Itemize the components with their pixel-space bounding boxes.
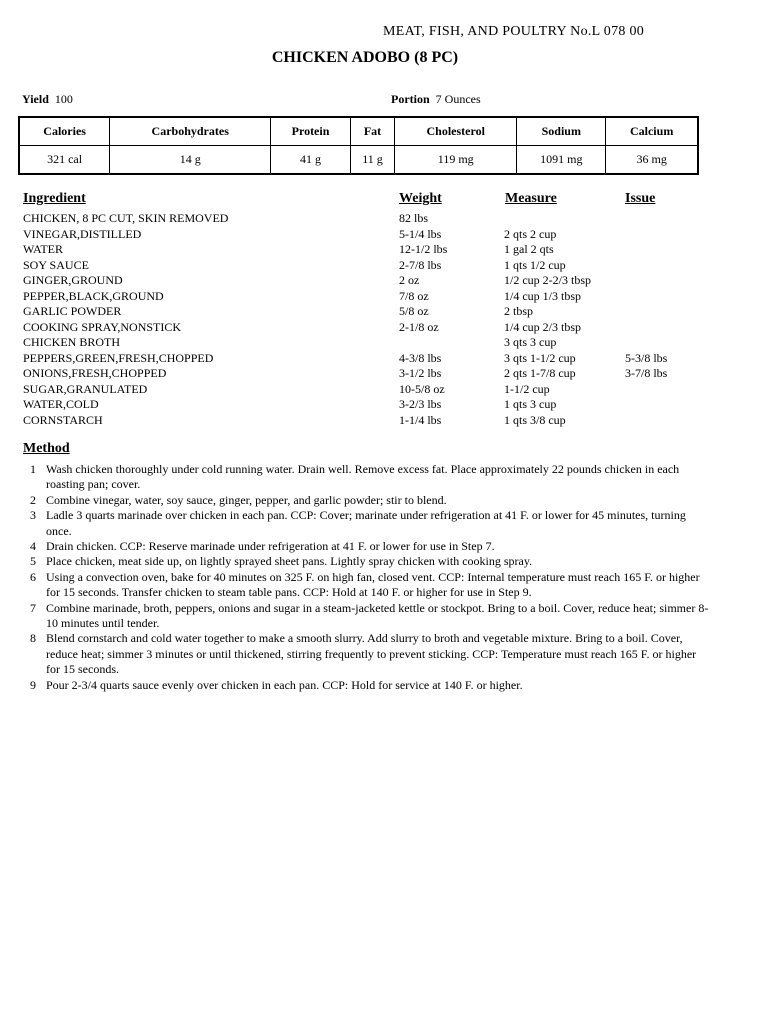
- ingredient-measure: 1/2 cup 2-2/3 tbsp: [504, 273, 591, 287]
- method-heading: Method: [23, 441, 70, 456]
- ingredient-weight: 10-5/8 oz: [399, 381, 445, 396]
- nutrition-value-row: [19, 146, 698, 175]
- nutrition-value: 11 g: [350, 146, 394, 175]
- step-text: Place chicken, meat side up, on lightly sprayed sheet pans. Lightly spray chicken with cooking spray.: [46, 554, 533, 569]
- ingredient-row: [23, 242, 723, 258]
- ingredient-measure: 1 qts 3 cup: [504, 397, 557, 411]
- ingredient-row: [23, 366, 723, 382]
- yield-value: 100: [54, 92, 73, 106]
- step-text: Drain chicken. CCP: Reserve marinade under refrigeration at 41 F. or lower for use in Step 7.: [46, 539, 495, 554]
- step-number: 9: [30, 677, 36, 692]
- ingredient-weight: 82 lbs: [399, 211, 429, 225]
- step-text: Ladle 3 quarts marinade over chicken in each pan. CCP: Cover; marinate under refrigeration at 41 F. or lower for 45 minutes, turning once.: [46, 508, 686, 538]
- ingredient-weight: 3-1/2 lbs: [399, 366, 442, 380]
- ingredient-measure: 3 qts 3 cup: [504, 335, 557, 349]
- ingredient-row: [23, 304, 723, 320]
- ingredient-measure: 2 qts 2 cup: [504, 226, 557, 241]
- method-step: [23, 493, 713, 508]
- portion-value: 7 Ounces: [435, 92, 481, 106]
- ingredient-weight: 2-7/8 lbs: [399, 257, 442, 272]
- method-steps: [23, 462, 713, 693]
- issue-column-header: Issue: [625, 191, 656, 206]
- ingredient-weight: 4-3/8 lbs: [399, 350, 442, 365]
- step-number: 1: [30, 462, 36, 476]
- nutrition-value: 41 g: [271, 146, 351, 175]
- portion: [391, 92, 481, 107]
- ingredient-weight: 7/8 oz: [399, 288, 429, 303]
- ingredient-issue: 3-7/8 lbs: [625, 366, 668, 380]
- ingredient-row: [23, 258, 723, 274]
- step-number: 2: [30, 492, 36, 507]
- ingredient-list: [23, 211, 723, 428]
- ingredient-measure: 1 qts 3/8 cup: [504, 412, 566, 427]
- nutrition-value: 36 mg: [606, 146, 698, 175]
- nutrition-header: Fat: [350, 117, 394, 146]
- weight-column-header: Weight: [399, 191, 442, 206]
- step-number: 5: [30, 554, 36, 569]
- step-number: 4: [30, 539, 36, 554]
- ingredient-name: COOKING SPRAY,NONSTICK: [23, 319, 182, 334]
- nutrition-header: Cholesterol: [395, 117, 517, 146]
- method-step: [23, 678, 713, 693]
- ingredient-measure: 1/4 cup 2/3 tbsp: [504, 319, 581, 334]
- portion-label: Portion: [391, 92, 430, 106]
- ingredient-row: [23, 289, 723, 305]
- recipe-category: MEAT, FISH, AND POULTRY No.L 078 00: [383, 24, 645, 39]
- ingredient-column-header: Ingredient: [23, 191, 86, 206]
- ingredient-name: CHICKEN, 8 PC CUT, SKIN REMOVED: [23, 211, 229, 225]
- ingredient-name: SOY SAUCE: [23, 257, 89, 272]
- method-step: [23, 462, 713, 493]
- ingredient-measure: 1/4 cup 1/3 tbsp: [504, 288, 581, 303]
- ingredient-name: CHICKEN BROTH: [23, 335, 121, 349]
- nutrition-value: 321 cal: [19, 146, 110, 175]
- ingredient-weight: 3-2/3 lbs: [399, 397, 442, 411]
- ingredient-name: CORNSTARCH: [23, 412, 103, 427]
- ingredient-name: WATER: [23, 242, 63, 256]
- ingredient-measure: 3 qts 1-1/2 cup: [504, 350, 576, 365]
- method-step: [23, 539, 713, 554]
- step-number: 3: [30, 508, 36, 523]
- method-step: [23, 554, 713, 569]
- method-step: [23, 601, 713, 632]
- yield: [22, 92, 73, 107]
- ingredient-row: [23, 227, 723, 243]
- ingredient-weight: 1-1/4 lbs: [399, 412, 442, 427]
- nutrition-header: Sodium: [517, 117, 606, 146]
- step-number: 8: [30, 631, 36, 646]
- step-text: Wash chicken thoroughly under cold running water. Drain well. Remove excess fat. Place approximately 22 pounds chicken in each roasting pan; cover.: [46, 462, 680, 492]
- ingredient-measure: 1 gal 2 qts: [504, 242, 554, 256]
- nutrition-header: Calcium: [606, 117, 698, 146]
- ingredient-measure: 2 tbsp: [504, 304, 534, 318]
- step-text: Blend cornstarch and cold water together to make a smooth slurry. Add slurry to broth and vegetable mixture. Bring to a boil. Cover, reduce heat; simmer 3 minutes or until thickened, stirring frequently to prevent sticking. CCP: Temperature must reach 165 F. or higher for 15 seconds.: [46, 631, 697, 677]
- nutrition-value: 1091 mg: [517, 146, 606, 175]
- ingredient-row: [23, 273, 723, 289]
- step-text: Pour 2-3/4 quarts sauce evenly over chicken in each pan. CCP: Hold for service at 140 F. or higher.: [46, 677, 523, 692]
- ingredient-row: [23, 211, 723, 227]
- nutrition-header-row: [19, 117, 698, 146]
- ingredient-row: [23, 351, 723, 367]
- nutrition-value: 119 mg: [395, 146, 517, 175]
- ingredient-weight: 5-1/4 lbs: [399, 226, 442, 241]
- step-number: 6: [30, 569, 36, 584]
- step-text: Combine marinade, broth, peppers, onions and sugar in a steam-jacketed kettle or stockpot. Bring to a boil. Cover, reduce heat; simmer 8-10 minutes until tender.: [46, 600, 709, 631]
- ingredient-name: SUGAR,GRANULATED: [23, 381, 148, 396]
- nutrition-value: 14 g: [110, 146, 271, 175]
- step-text: Using a convection oven, bake for 40 minutes on 325 F. on high fan, closed vent. CCP: Internal temperature must reach 165 F. or higher for 15 seconds. Transfer chicken to steam table pans. CCP: Hold at 140 F. or higher for use in Step 9.: [46, 569, 700, 600]
- method-step: [23, 631, 713, 677]
- ingredient-row: [23, 413, 723, 429]
- recipe-title: CHICKEN ADOBO (8 PC): [271, 49, 459, 66]
- ingredient-name: GINGER,GROUND: [23, 273, 123, 287]
- ingredient-row: [23, 382, 723, 398]
- ingredient-measure: 1-1/2 cup: [504, 381, 550, 396]
- method-step: [23, 508, 713, 539]
- measure-column-header: Measure: [505, 191, 557, 206]
- ingredient-name: VINEGAR,DISTILLED: [23, 226, 142, 241]
- yield-label: Yield: [22, 92, 49, 106]
- ingredient-name: PEPPER,BLACK,GROUND: [23, 288, 164, 303]
- nutrition-header: Carbohydrates: [110, 117, 271, 146]
- ingredient-measure: 1 qts 1/2 cup: [504, 257, 566, 272]
- ingredient-row: [23, 335, 723, 351]
- step-text: Combine vinegar, water, soy sauce, ginger, pepper, and garlic powder; stir to blend.: [46, 492, 447, 507]
- ingredient-name: ONIONS,FRESH,CHOPPED: [23, 366, 167, 380]
- nutrition-header: Protein: [271, 117, 351, 146]
- ingredient-issue: 5-3/8 lbs: [625, 350, 668, 365]
- ingredient-weight: 2 oz: [399, 273, 420, 287]
- ingredient-weight: 2-1/8 oz: [399, 319, 439, 334]
- ingredient-row: [23, 397, 723, 413]
- ingredient-measure: 2 qts 1-7/8 cup: [504, 366, 576, 380]
- ingredient-name: PEPPERS,GREEN,FRESH,CHOPPED: [23, 350, 214, 365]
- ingredient-weight: 12-1/2 lbs: [399, 242, 448, 256]
- method-step: [23, 570, 713, 601]
- ingredient-name: GARLIC POWDER: [23, 304, 122, 318]
- ingredient-name: WATER,COLD: [23, 397, 99, 411]
- ingredient-row: [23, 320, 723, 336]
- nutrition-header: Calories: [19, 117, 110, 146]
- nutrition-table: [18, 116, 699, 175]
- step-number: 7: [30, 600, 36, 615]
- ingredient-weight: 5/8 oz: [399, 304, 429, 318]
